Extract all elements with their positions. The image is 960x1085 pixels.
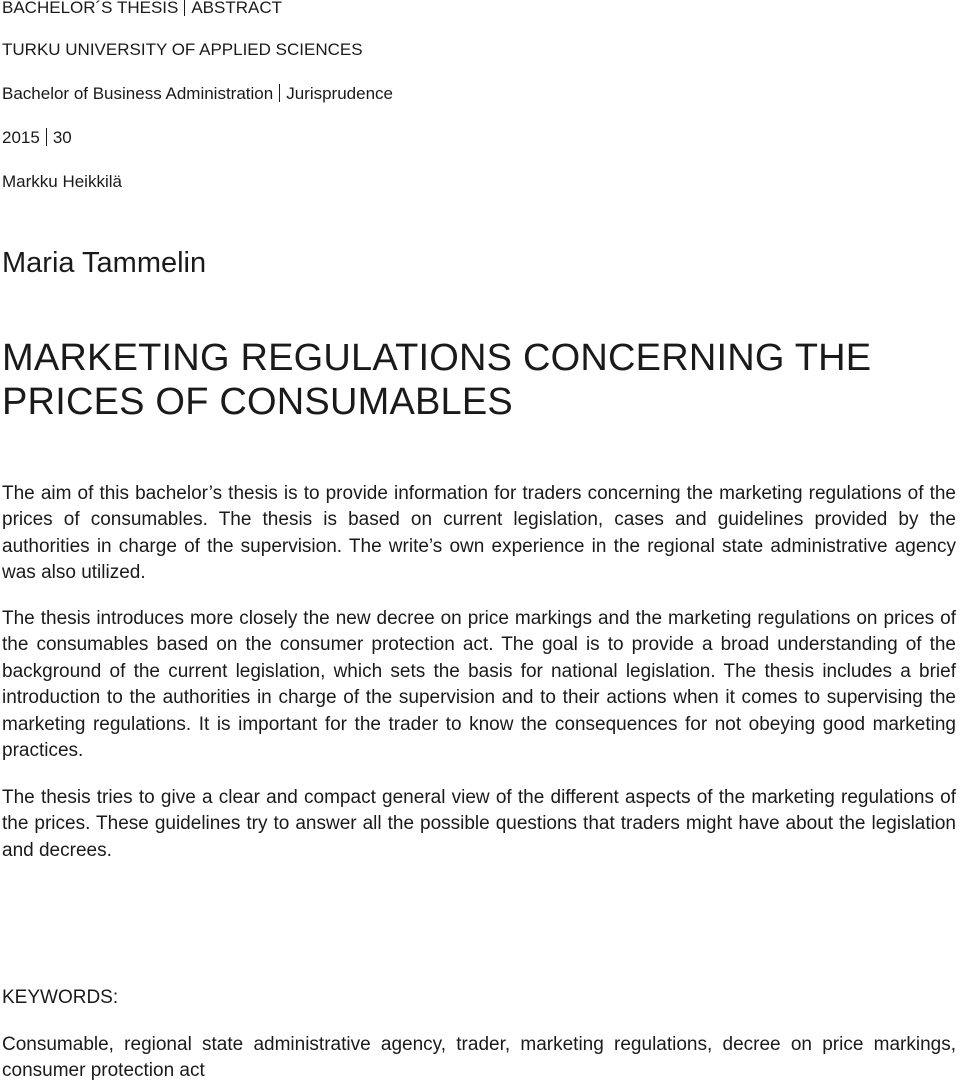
abstract-paragraph: The thesis tries to give a clear and compact general view of the different aspects of the marketing regulations of the prices. These guidelines try to answer all the possible questions that traders might have about the legislation and decrees. bbox=[2, 787, 956, 861]
separator bbox=[46, 128, 47, 146]
document-type: BACHELOR´S THESIS bbox=[2, 0, 179, 17]
keywords-list: Consumable, regional state administrative agency, trader, marketing regulations, decree on price markings, consumer protection act bbox=[2, 1034, 956, 1082]
university-name: TURKU UNIVERSITY OF APPLIED SCIENCES bbox=[2, 40, 363, 59]
separator bbox=[279, 84, 280, 102]
document-type-line bbox=[2, 0, 282, 18]
separator bbox=[184, 0, 185, 16]
thesis-title: MARKETING REGULATIONS CONCERNING THE PRICES OF CONSUMABLES bbox=[2, 337, 872, 423]
supervisor-name: Markku Heikkilä bbox=[2, 172, 122, 191]
publication-year: 2015 bbox=[2, 128, 40, 147]
author-name: Maria Tammelin bbox=[2, 247, 207, 279]
year-pages-line bbox=[2, 128, 72, 148]
abstract-paragraph: The thesis introduces more closely the new decree on price markings and the marketing regulations on prices of the consumables based on the consumer protection act. The goal is to provide a broad understanding of the background of the current legislation, which sets the basis for national legislation. The thesis includes a brief introduction to the authorities in charge of the supervision and to their actions when it comes to supervising the marketing regulations. It is important for the trader to know the consequences for not obeying good marketing practices. bbox=[2, 608, 956, 762]
field-of-study: Jurisprudence bbox=[286, 84, 393, 103]
degree-line bbox=[2, 84, 393, 104]
keywords-heading: KEYWORDS: bbox=[2, 987, 119, 1008]
degree-programme: Bachelor of Business Administration bbox=[2, 84, 274, 103]
abstract-label: ABSTRACT bbox=[191, 0, 283, 17]
page-count: 30 bbox=[52, 128, 72, 147]
abstract-paragraph: The aim of this bachelor’s thesis is to provide information for traders concerning the marketing regulations of the prices of consumables. The thesis is based on current legislation, cases and guidelines provided by the authorities in charge of the supervision. The write’s own experience in the regional state administrative agency was also utilized. bbox=[2, 483, 956, 584]
